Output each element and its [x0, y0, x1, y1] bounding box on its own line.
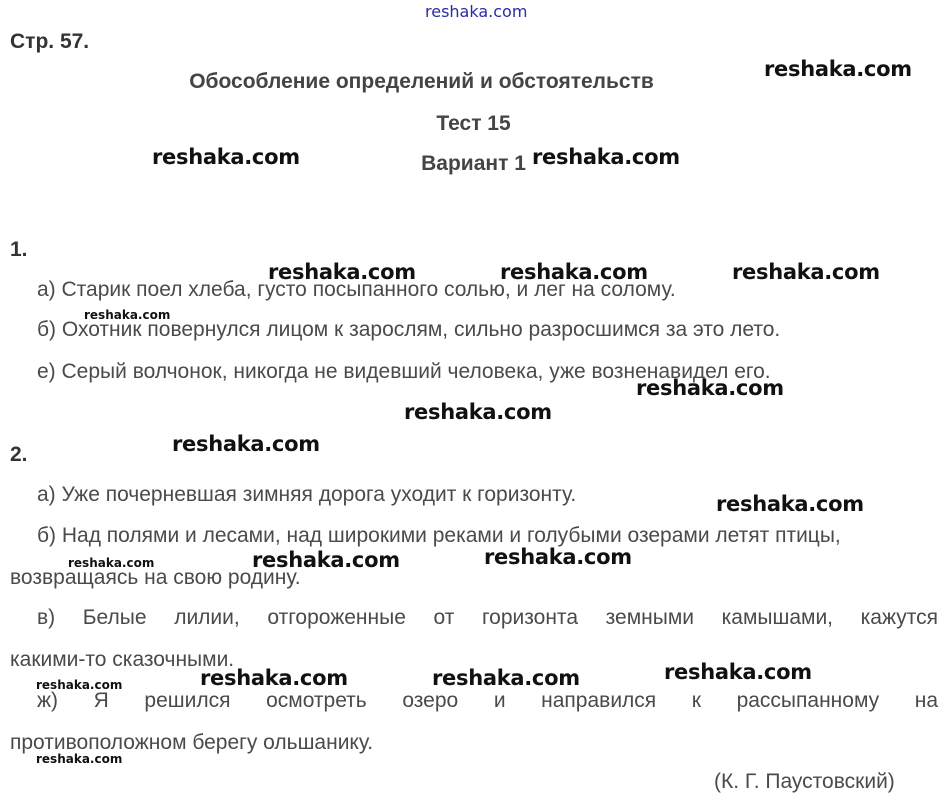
watermark: reshaka.com — [404, 400, 552, 424]
watermark: reshaka.com — [664, 660, 812, 684]
watermark-small: reshaka.com — [36, 678, 123, 692]
watermark-small: reshaka.com — [36, 752, 123, 766]
page-number: Стр. 57. — [10, 30, 90, 53]
watermark: reshaka.com — [764, 57, 912, 81]
watermark: reshaka.com — [152, 145, 300, 169]
q1-item-e: е) Серый волчонок, никогда не видевший человека, уже возненавидел его. — [37, 360, 771, 383]
q2-item-a: а) Уже почерневшая зимняя дорога уходит к горизонту. — [37, 483, 577, 506]
watermark: reshaka.com — [532, 145, 680, 169]
q2-item-zh-line2: противоположном берегу ольшанику. — [10, 731, 374, 754]
watermark: reshaka.com — [268, 260, 416, 284]
watermark-small: reshaka.com — [68, 556, 155, 570]
q2-item-b-line2: возвращаясь на свою родину. — [10, 566, 301, 589]
watermark: reshaka.com — [500, 260, 648, 284]
watermark: reshaka.com — [200, 666, 348, 690]
q1-item-b: б) Охотник повернулся лицом к зарослям, сильно разросшимся за это лето. — [37, 318, 781, 341]
watermark: reshaka.com — [484, 545, 632, 569]
author-attribution: (К. Г. Паустовский) — [714, 770, 895, 793]
q2-item-c-line2: какими-то сказочными. — [10, 648, 235, 671]
q2-item-zh-line1: ж) Я решился осмотреть озеро и направился к рассыпанному на — [37, 689, 938, 712]
watermark-top: reshaka.com — [425, 2, 528, 21]
variant-heading: Вариант 1 — [421, 152, 526, 175]
watermark-small: reshaka.com — [84, 308, 171, 322]
watermark: reshaka.com — [732, 260, 880, 284]
question-1-number: 1. — [10, 238, 28, 261]
q1-item-a: а) Старик поел хлеба, густо посыпанного солью, и лег на солому. — [37, 278, 676, 301]
q2-item-c-line1: в) Белые лилии, отгороженные от горизонта земными камышами, кажутся — [37, 606, 938, 629]
watermark: reshaka.com — [716, 492, 864, 516]
watermark: reshaka.com — [252, 548, 400, 572]
q2-item-b-line1: б) Над полями и лесами, над широкими реками и голубыми озерами летят птицы, — [37, 524, 841, 547]
test-heading: Тест 15 — [436, 112, 511, 135]
question-2-number: 2. — [10, 443, 28, 466]
watermark: reshaka.com — [172, 432, 320, 456]
watermark: reshaka.com — [636, 376, 784, 400]
page-title: Обособление определений и обстоятельств — [189, 70, 654, 93]
watermark: reshaka.com — [432, 666, 580, 690]
